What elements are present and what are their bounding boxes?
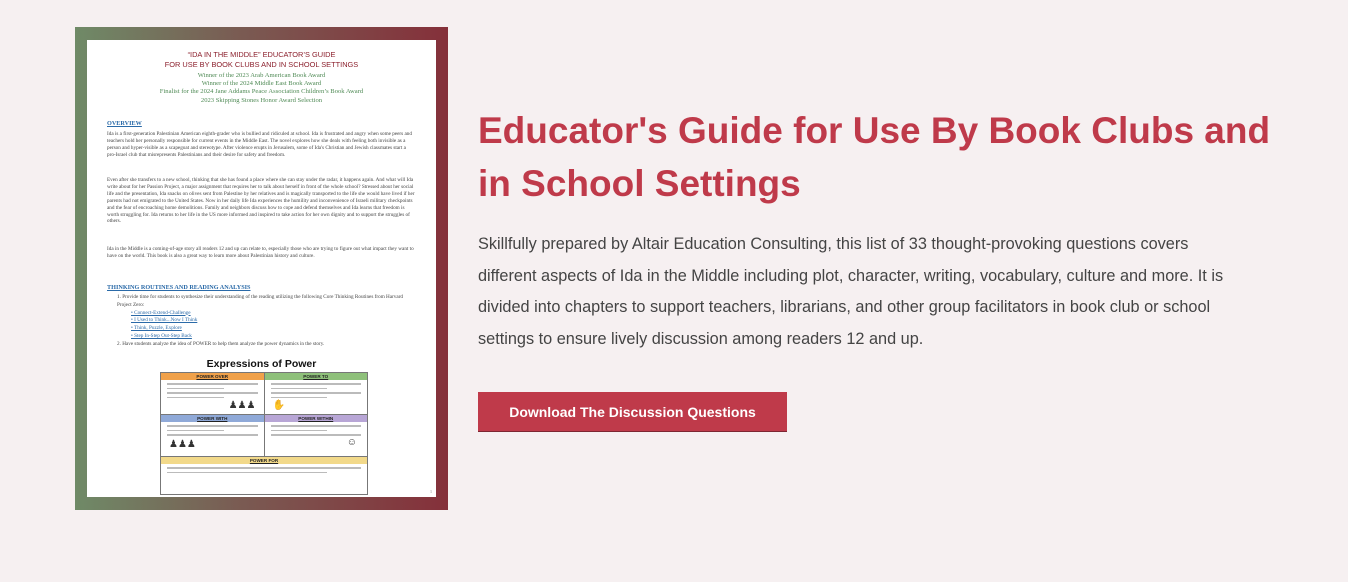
power-with-cell — [161, 415, 264, 456]
people-icon: ♟♟♟ — [228, 400, 256, 412]
award-line: Winner of the 2023 Arab American Book Award — [197, 72, 326, 79]
power-to-label: POWER TO — [265, 373, 368, 380]
power-with-label: POWER WITH — [161, 415, 264, 422]
page-number: 1 — [430, 489, 432, 494]
routine-link: • Step In-Step Out-Step Back — [131, 332, 192, 339]
overview-heading: OVERVIEW — [107, 120, 142, 127]
power-within-cell — [265, 415, 368, 456]
power-chart-title: Expressions of Power — [206, 358, 317, 370]
overview-paragraph-2: Even after she transfers to a new school, thinking that she has found a place where she can stay under the radar, it happens again. And what will Ida write about for her Passion Project, a major assignment that requires her to talk about herself in front of the whole school? Stressed about her social life and the presentation, Ida snacks on olives sent from Palestine by her relatives and is magically transported to the life she would have lived if her parents had not emigrated to the United States. Now in her daily life Ida experiences the humility and inconvenience of Israeli military checkpoints and the fear of encroaching home demolitions. Family and neighbors discuss how to cope and defend themselves and Ida learns that freedom is worth struggling for. Ida returns to her life in the US more informed and inspired to take action for her own dignity and to support the struggles of others. — [107, 177, 415, 225]
power-over-label: POWER OVER — [161, 373, 264, 380]
power-for-label: POWER FOR — [161, 457, 367, 464]
power-for-cell — [161, 457, 367, 494]
award-line: Finalist for the 2024 Jane Addams Peace Association Children’s Book Award — [159, 88, 364, 96]
group-icon: ♟♟♟ — [169, 439, 196, 451]
routines-heading: THINKING ROUTINES AND READING ANALYSIS — [107, 284, 251, 291]
routine-link: • Connect-Extend-Challenge — [131, 309, 191, 316]
power-within-label: POWER WITHIN — [265, 415, 368, 422]
routine-link: • Think, Puzzle, Explore — [131, 325, 182, 332]
page-title: Educator's Guide for Use By Book Clubs and in School Settings — [478, 110, 1271, 204]
hand-icon: ✋ — [272, 400, 285, 412]
routine-item: 1. Provide time for students to synthesize their understanding of the reading utilizing the following Core Thinking Routines from Harvard Project Zero: — [117, 294, 404, 308]
guide-awards — [87, 72, 436, 105]
guide-document-preview — [87, 40, 436, 497]
guide-description: Skillfully prepared by Altair Education Consulting, this list of 33 thought-provoking questions covers different aspects of Ida in the Middle including plot, character, writing, vocabulary, culture and more. It is divided into chapters to support teachers, librarians, and other group facilitators in book club or school settings to ensure lively discussion among readers 12 and up. — [478, 235, 1224, 348]
award-line: 2023 Skipping Stones Honor Award Selection — [200, 96, 323, 104]
guide-heading — [87, 50, 436, 69]
overview-paragraph-3: Ida in the Middle is a coming-of-age story all readers 12 and up can relate to, especially those who are trying to figure out what impact they want to have on the world. This book is also a great way to learn more about Palestinian history and culture. — [107, 246, 414, 259]
download-discussion-questions-button[interactable]: Download The Discussion Questions — [478, 392, 787, 432]
power-chart — [160, 372, 368, 495]
routines-list — [117, 294, 417, 349]
routine-item: 2. Have students analyze the idea of POWER to help them analyze the power dynamics in the story. — [117, 340, 325, 347]
guide-cover-frame — [75, 27, 448, 510]
power-over-cell — [161, 373, 264, 414]
overview-paragraph-1: Ida is a first-generation Palestinian American eighth-grader who is bullied and ridiculed at school. Ida is frustrated and angry when some peers and teachers hold her personally responsible for current events in the Middle East. The novel explores how she deals with feeling both invisible as a person and hyper-visible as a scapegoat and stereotype. After violence erupts in Jerusalem, some of Ida's Christian and Jewish classmates start a pro-Israel club that misrepresents Palestinians and their desire for safety and freedom. — [107, 131, 412, 158]
award-line: Winner of the 2024 Middle East Book Award — [201, 80, 322, 88]
guide-heading-line-2: FOR USE BY BOOK CLUBS AND IN SCHOOL SETTINGS — [164, 59, 359, 69]
guide-heading-line-1: “IDA IN THE MIDDLE” EDUCATOR’S GUIDE — [187, 50, 336, 59]
head-icon: ☺ — [346, 437, 357, 449]
routine-link: • I Used to Think...Now I Think — [131, 317, 198, 324]
power-to-cell — [265, 373, 368, 414]
